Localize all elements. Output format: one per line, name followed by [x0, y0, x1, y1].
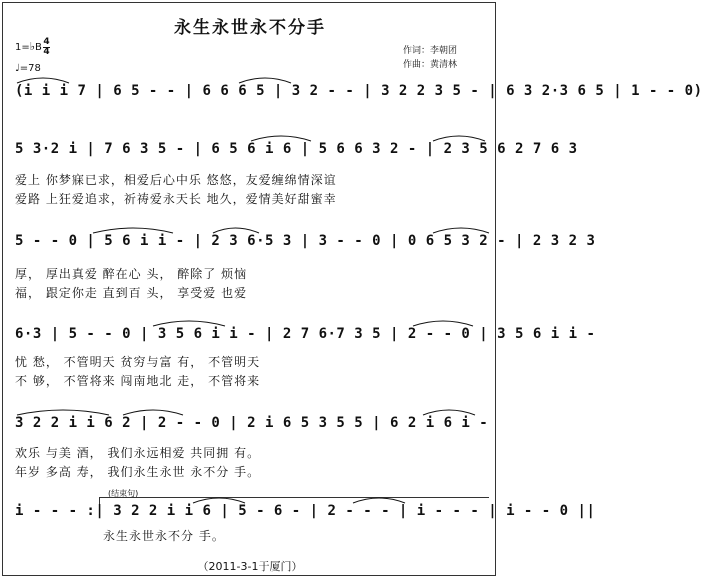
tempo-value: =78: [19, 63, 41, 74]
slur-arc: [353, 498, 405, 503]
lyric-row-6: 永生永世永不分 手。: [103, 529, 225, 543]
slur-arc: [413, 321, 473, 326]
lyric-row-3-verse-2: 福， 跟定你走 直到百 头， 享受爱 也爱: [15, 286, 248, 300]
slur-arc: [93, 228, 173, 233]
slur-arc: [423, 410, 475, 415]
lyric-row-5-verse-1: 欢乐 与美 酒， 我们永远相爱 共同拥 有。: [15, 446, 261, 460]
time-signature-top: 4: [43, 37, 50, 47]
slur-arc: [433, 136, 485, 141]
notation-row-5: 3 2 2 i i 6 2 | 2 - - 0 | 2 i 6 5 3 5 5 | 6 2 i 6 i -: [15, 415, 489, 431]
time-signature-bottom: 4: [43, 47, 50, 57]
notation-row-6: i - - - :| 3 2 2 i i 6 | 5 - 6 - | 2 - - - | i - - - | i - - 0 ||: [15, 503, 596, 519]
lyric-row-4-verse-2: 不 够， 不管将来 闯南地北 走， 不管将来: [15, 374, 261, 388]
notation-row-4: 6·3 | 5 - - 0 | 3 5 6 i i - | 2 7 6·7 3 5 | 2 - - 0 | 3 5 6 i i -: [15, 326, 596, 342]
lyric-row-2-verse-2: 爱路 上狂爱追求，祈祷爱永天长 地久，爱情美好甜蜜幸: [15, 192, 337, 206]
notation-row-2: 5 3·2 i | 7 6 3 5 - | 6 5 6 i 6 | 5 6 6 3 2 - | 2 3 5 6 2 7 6 3: [15, 141, 578, 157]
music-sheet: [2, 2, 703, 576]
slur-arc: [17, 78, 69, 83]
lyric-row-2-verse-1: 爱上 你梦寐已求，相爱后心中乐 悠悠，友爱缠绵情深谊: [15, 173, 337, 187]
lyric-row-3-verse-1: 厚， 厚出真爱 醉在心 头， 醉除了 烦恼: [15, 267, 248, 281]
lyricist-credit: 作词：李朝团: [403, 46, 458, 56]
composition-date: （2011-3-1于厦门）: [197, 560, 303, 573]
quarter-note-icon: ♩: [15, 63, 20, 74]
slur-arc: [251, 136, 311, 141]
slur-arc: [17, 410, 109, 415]
ending-label: (结束句): [108, 489, 139, 498]
slur-arc: [123, 410, 183, 415]
lyric-row-4-verse-1: 忧 愁， 不管明天 贫穷与富 有， 不管明天: [15, 355, 261, 369]
flat-icon: ♭: [29, 40, 35, 53]
slur-arc: [193, 498, 245, 503]
composer-credit: 作曲：黄清林: [403, 60, 458, 70]
slur-arc: [239, 78, 291, 83]
key-prefix: 1=: [15, 42, 30, 53]
key-note: B: [34, 42, 42, 53]
slur-arc: [153, 321, 225, 326]
slur-arc: [213, 228, 259, 233]
notation-row-3: 5 - - 0 | 5 6 i i - | 2 3 6·5 3 | 3 - - 0 | 0 6 5 3 2 - | 2 3 2 3: [15, 233, 596, 249]
notation-row-1: (i i i 7 | 6 5 - - | 6 6 6 5 | 3 2 - - | 3 2 2 3 5 - | 6 3 2·3 6 5 | 1 - - 0): [15, 83, 703, 99]
lyric-row-5-verse-2: 年岁 多高 寿， 我们永生永世 永不分 手。: [15, 465, 261, 479]
slur-marks: [3, 3, 497, 577]
slur-arc: [433, 228, 489, 233]
song-title: 永生永世永不分手: [174, 18, 326, 38]
